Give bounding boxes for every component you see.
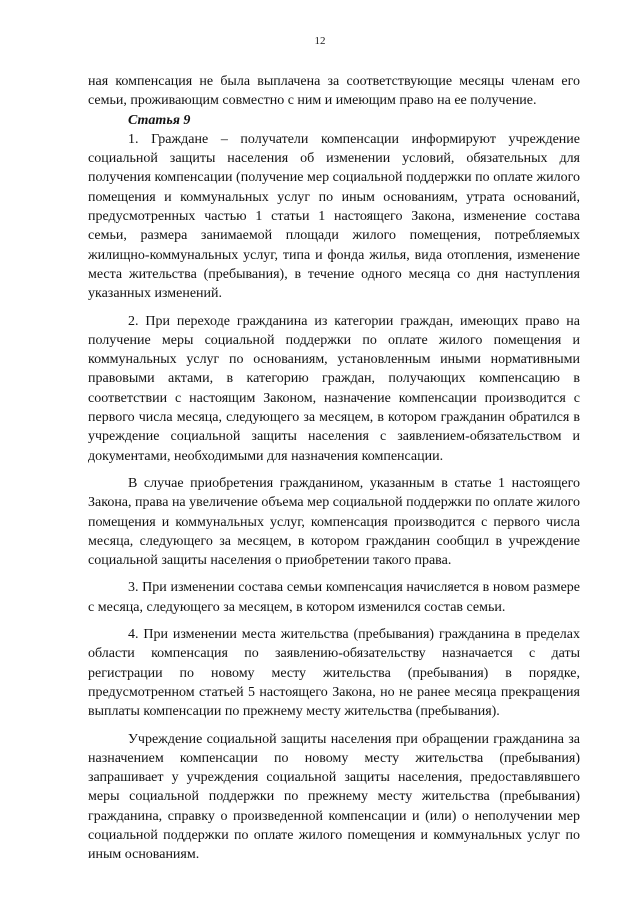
article-title: Статья 9 xyxy=(128,112,191,128)
paragraph-clause-2-continued: В случае приобретения гражданином, указанным в статье 1 настоящего Закона, права на увеличение объема мер социальной поддержки по оплате жилого помещения и коммунальных услуг, компенсация производится с первого числа месяца, следующего за месяцем, в котором гражданин сообщил в учреждение социальной защиты населения о приобретении такого права. xyxy=(88,475,580,569)
paragraph-continuation: ная компенсация не была выплачена за соответствующие месяцы членам его семьи, проживающим совместно с ним и имеющим право на ее получение. xyxy=(88,74,580,109)
document-body xyxy=(88,72,580,865)
paragraph-clause-3: 3. При изменении состава семьи компенсация начисляется в новом размере с месяца, следующего за месяцем, в котором изменился состав семьи. xyxy=(88,580,580,615)
paragraph-clause-1: 1. Граждане – получатели компенсации информируют учреждение социальной защиты населения об изменении условий, обязательных для получения компенсации (получение мер социальной поддержки по оплате жилого помещения и коммунальных услуг по иным основаниям, утрата оснований, предусмотренных частью 1 статьи 1 настоящего Закона, изменение состава семьи, размера занимаемой площади жилого помещения, потребляемых жилищно-коммунальных услуг, типа и фонда жилья, вида отопления, изменение места жительства (пребывания), в течение одного месяца со дня наступления указанных изменений. xyxy=(88,131,580,302)
paragraph-clause-4: 4. При изменении места жительства (пребывания) гражданина в пределах области компенсация по заявлению-обязательству назначается с даты регистрации по новому месту жительства (пребывания) в порядке, предусмотренном статьей 5 настоящего Закона, но не ранее месяца прекращения выплаты компенсации по прежнему месту жительства (пребывания). xyxy=(88,627,580,720)
paragraph-clause-4-continued: Учреждение социальной защиты населения при обращении гражданина за назначением компенсации по новому месту жительства (пребывания) запрашивает у учреждения социальной защиты населения, предоставлявшего меры социальной поддержки по прежнему месту жительства (пребывания) гражданина, справку о произведенной компенсации и (или) о неполучении мер социальной поддержки по оплате жилого помещения и коммунальных услуг по иным основаниям. xyxy=(88,731,580,863)
page-number: 12 xyxy=(314,35,326,47)
paragraph-clause-2: 2. При переходе гражданина из категории граждан, имеющих право на получение меры социальной поддержки по оплате жилого помещения и коммунальных услуг по основаниям, установленным иными нормативными правовыми актами, в категорию граждан, получающих компенсацию в соответствии с настоящим Законом, назначение компенсации производится с первого числа месяца, следующего за месяцем, в котором гражданин обратился в учреждение социальной защиты населения с заявлением-обязательством и документами, необходимыми для назначения компенсации. xyxy=(88,313,580,464)
